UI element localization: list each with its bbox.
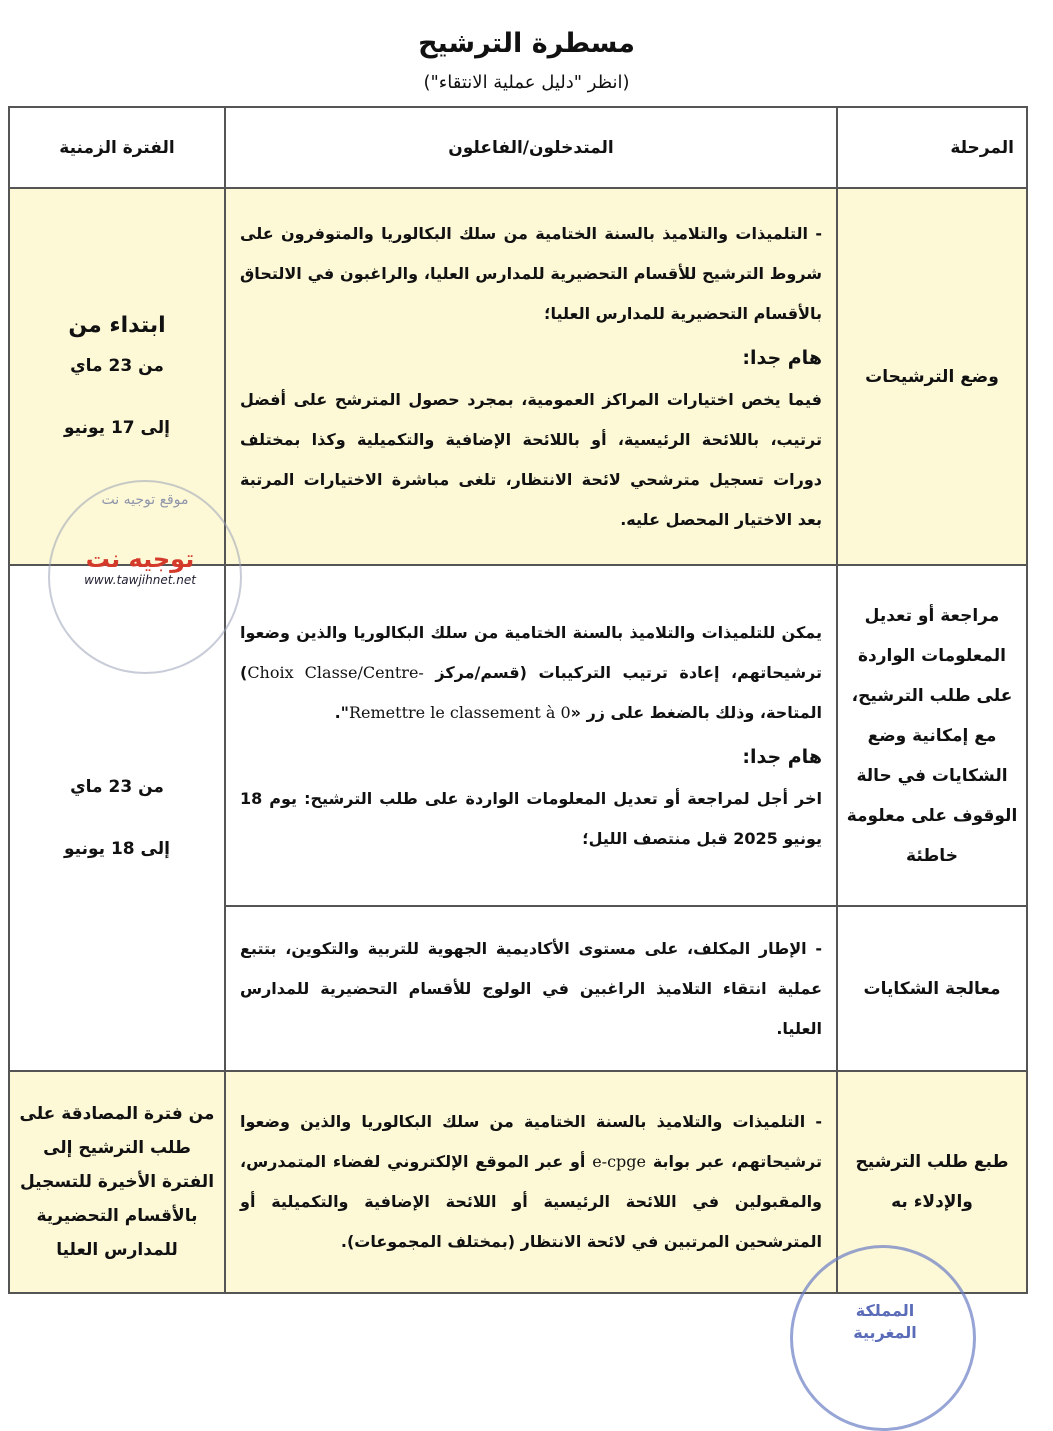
actors-cell [225,1071,837,1293]
page-subtitle: (انظر "دليل عملية الانتقاء") [423,72,630,93]
actors-cell: - الإطار المكلف، على مستوى الأكاديمية الجهوية للتربية والتكوين، بتتبع عملية انتقاء التلاميذ الراغبين في الولوج للأقسام التحضيرية للمدارس العليا. [225,906,837,1071]
header-stage: المرحلة [837,107,1027,188]
period-cell: من فترة المصادقة على طلب الترشيح إلى الفترة الأخيرة للتسجيل بالأقسام التحضيرية للمدارس العليا [9,1071,225,1293]
stage-cell: طبع طلب الترشيح والإدلاء به [837,1071,1027,1293]
seal-text: المملكة المغربية [853,1301,917,1342]
actors-cell [225,188,837,565]
actors-text: - التلميذات والتلاميذ بالسنة الختامية من سلك البكالوريا والذين وضعوا ترشيحاتهم، عبر بوابة e-cpge أو عبر الموقع الإلكتروني لفضاء المتمدرس، والمقبولين في اللائحة الرئيسية أو اللائحة الإضافية والتكميلية أو المترشحين المرتبين في لائحة الانتظار (بمختلف المجموعات). [240,1112,823,1251]
stage-cell: معالجة الشكايات [837,906,1027,1071]
important-label: هام جدا: [742,745,822,768]
french-term: Remettre le classement à 0 [348,702,571,722]
important-label: هام جدا: [742,346,822,369]
period-line: إلى 17 يونيو [64,417,170,438]
table-header-row [9,107,1027,188]
actors-cell [225,565,837,906]
procedure-table [8,106,1028,1294]
period-line: ابتداء من [68,312,166,338]
watermark-url: www.tawjihnet.net [84,573,196,587]
period-line: من 23 ماي [70,777,164,797]
actors-text: يمكن للتلميذات والتلاميذ بالسنة الختامية من سلك البكالوريا والذين وضعوا ترشيحاتهم، إعادة ترتيب التركيبات (قسم/مركز Choix Classe/Centre-) المتاحة، وذلك بالضغط على زر «Remettre le classement à 0". [240,622,823,722]
page-title: مسطرة الترشيح [418,28,635,59]
watermark-top-text: موقع توجيه نت [101,492,189,508]
watermark-logo: توجيه نت [85,545,195,573]
header-period: الفترة الزمنية [9,107,225,188]
period-line: إلى 18 يونيو [64,839,170,859]
header-actors: المتدخلون/الفاعلون [225,107,837,188]
note-text: فيما يخص اختيارات المراكز العمومية، بمجرد حصول المترشح على أفضل ترتيب، باللائحة الرئيسية، أو باللائحة الإضافية والتكميلية وكذا بمختلف دورات تسجيل مترشحي لائحة الانتظار، تلغى مباشرة الاختيارات المرتبة بعد الاختيار المحصل عليه. [240,389,822,529]
french-term: e-cpge [592,1152,646,1171]
actors-text: - التلميذات والتلاميذ بالسنة الختامية من سلك البكالوريا والمتوفرون على شروط الترشيح للأقسام التحضيرية للمدارس العليا، والراغبون في الالتحاق بالأقسام التحضيرية للمدارس العليا؛ [240,223,822,323]
stage-cell: مراجعة أو تعديل المعلومات الواردة على طلب الترشيح، مع إمكانية وضع الشكايات في حالة الوقوف على معلومة خاطئة [837,565,1027,906]
stage-cell: وضع الترشيحات [837,188,1027,565]
note-text: اخر أجل لمراجعة أو تعديل المعلومات الواردة على طلب الترشيح: يوم 18 يونيو 2025 قبل منتصف الليل؛ [240,788,822,848]
french-term: Choix Classe/Centre- [247,662,424,682]
period-line: من 23 ماي [70,355,164,376]
